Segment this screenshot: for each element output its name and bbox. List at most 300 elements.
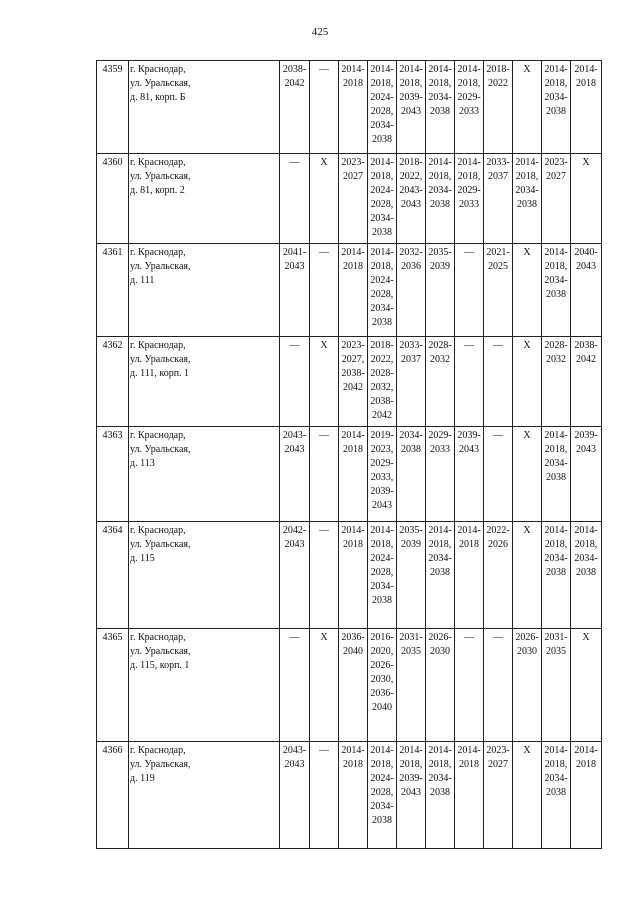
- period-line: 2018: [343, 261, 363, 272]
- period-line: 2018-: [399, 157, 423, 168]
- period-cell: [280, 742, 310, 849]
- period-line: 2014-: [574, 525, 598, 536]
- period-cell: [310, 244, 339, 337]
- period-line: 2035: [546, 646, 566, 657]
- period-line: 2028,: [370, 289, 394, 300]
- period-line: 2018,: [370, 171, 394, 182]
- period-line: 2014-: [399, 745, 423, 756]
- period-cell: [542, 629, 571, 742]
- period-line: 2027: [488, 759, 508, 770]
- period-cell: [426, 522, 455, 629]
- address-line: ул. Уральская,: [130, 646, 191, 657]
- period-line: 2038: [430, 787, 450, 798]
- period-line: 2042: [343, 382, 363, 393]
- period-cell: [455, 427, 484, 522]
- period-cell: [397, 629, 426, 742]
- period-line: 2032: [546, 354, 566, 365]
- period-line: 2018: [576, 78, 596, 89]
- period-line: 2033: [459, 106, 479, 117]
- period-line: 2014-: [428, 64, 452, 75]
- period-cell: [455, 61, 484, 154]
- row-number: 4361: [97, 244, 129, 337]
- period-line: 2038: [372, 134, 392, 145]
- address-line: ул. Уральская,: [130, 444, 191, 455]
- period-cell: [455, 154, 484, 244]
- period-line: —: [493, 340, 503, 351]
- period-line: 2043-: [282, 430, 307, 441]
- period-cell: [455, 629, 484, 742]
- period-line: —: [319, 247, 329, 258]
- period-line: 2037: [488, 171, 508, 182]
- period-line: 2038-: [370, 396, 394, 407]
- period-line: 2028-: [428, 340, 452, 351]
- period-line: 2014-: [370, 157, 394, 168]
- period-cell: [513, 154, 542, 244]
- period-line: X: [523, 525, 531, 536]
- period-line: 2037: [401, 354, 421, 365]
- period-line: 2033: [430, 444, 450, 455]
- period-cell: [426, 337, 455, 427]
- address-line: г. Краснодар,: [130, 525, 186, 536]
- period-line: 2043: [576, 444, 596, 455]
- period-line: 2038: [517, 199, 537, 210]
- period-cell: [368, 244, 397, 337]
- period-line: 2043: [284, 444, 305, 455]
- address-cell: [129, 427, 280, 522]
- period-line: 2033: [459, 199, 479, 210]
- period-cell: [484, 629, 513, 742]
- period-cell: [571, 154, 602, 244]
- period-cell: [513, 61, 542, 154]
- period-line: 2039: [401, 539, 421, 550]
- period-line: 2043: [372, 500, 392, 511]
- period-line: 2036-: [370, 688, 394, 699]
- period-line: 2040: [343, 646, 363, 657]
- period-line: 2028,: [370, 787, 394, 798]
- period-line: 2038: [430, 567, 450, 578]
- address-cell: [129, 337, 280, 427]
- period-cell: [426, 629, 455, 742]
- period-cell: [280, 427, 310, 522]
- table-row: [97, 337, 602, 427]
- period-line: 2018: [343, 78, 363, 89]
- period-line: 2014-: [544, 430, 568, 441]
- period-line: 2024-: [370, 92, 394, 103]
- period-cell: [455, 742, 484, 849]
- period-line: 2029-: [370, 458, 394, 469]
- period-line: 2014-: [574, 745, 598, 756]
- period-cell: [513, 337, 542, 427]
- period-line: 2042-: [282, 525, 307, 536]
- period-line: X: [523, 430, 531, 441]
- period-line: 2039-: [574, 430, 598, 441]
- address-cell: [129, 244, 280, 337]
- period-cell: [280, 61, 310, 154]
- period-line: 2014-: [341, 525, 365, 536]
- period-line: 2041-: [282, 247, 307, 258]
- period-line: 2023-: [341, 340, 365, 351]
- period-cell: [310, 522, 339, 629]
- period-line: 2020,: [370, 646, 394, 657]
- period-line: 2018,: [544, 261, 568, 272]
- period-line: 2014-: [515, 157, 539, 168]
- period-line: 2034-: [370, 120, 394, 131]
- address-line: г. Краснодар,: [130, 632, 186, 643]
- address-line: г. Краснодар,: [130, 64, 186, 75]
- period-line: 2043: [284, 539, 305, 550]
- period-line: 2030: [430, 646, 450, 657]
- period-line: 2026-: [370, 660, 394, 671]
- period-cell: [455, 244, 484, 337]
- period-line: 2038: [546, 472, 566, 483]
- table-row: [97, 742, 602, 849]
- period-line: 2043: [401, 787, 421, 798]
- period-line: 2043: [401, 199, 421, 210]
- period-line: 2028,: [370, 567, 394, 578]
- period-line: 2024-: [370, 185, 394, 196]
- period-line: 2031-: [399, 632, 423, 643]
- table-row: [97, 427, 602, 522]
- address-line: д. 115, корп. 1: [130, 660, 190, 671]
- period-cell: [542, 427, 571, 522]
- period-line: 2040: [372, 702, 392, 713]
- period-line: X: [582, 157, 590, 168]
- table-row: [97, 244, 602, 337]
- period-cell: [513, 629, 542, 742]
- period-line: 2034-: [428, 553, 452, 564]
- period-cell: [280, 629, 310, 742]
- period-line: 2016-: [370, 632, 394, 643]
- period-line: 2018,: [428, 171, 452, 182]
- period-line: —: [289, 157, 300, 168]
- period-line: 2035: [401, 646, 421, 657]
- period-cell: [397, 742, 426, 849]
- period-cell: [484, 244, 513, 337]
- address-line: д. 113: [130, 458, 155, 469]
- period-line: —: [319, 525, 329, 536]
- period-cell: [339, 629, 368, 742]
- period-line: 2030,: [370, 674, 394, 685]
- row-number: 4360: [97, 154, 129, 244]
- row-number: 4364: [97, 522, 129, 629]
- period-line: 2014-: [457, 525, 481, 536]
- period-cell: [310, 629, 339, 742]
- address-line: ул. Уральская,: [130, 261, 191, 272]
- period-line: 2022: [488, 78, 508, 89]
- period-cell: [571, 522, 602, 629]
- period-line: 2034-: [544, 92, 568, 103]
- period-line: 2026: [488, 539, 508, 550]
- table-row: [97, 629, 602, 742]
- address-cell: [129, 629, 280, 742]
- period-line: 2018,: [515, 171, 539, 182]
- period-cell: [339, 742, 368, 849]
- period-line: 2036-: [341, 632, 365, 643]
- period-cell: [368, 61, 397, 154]
- period-line: 2034-: [544, 553, 568, 564]
- period-cell: [542, 244, 571, 337]
- period-line: 2029-: [457, 92, 481, 103]
- period-line: 2034-: [428, 773, 452, 784]
- period-cell: [484, 154, 513, 244]
- period-line: 2038: [372, 317, 392, 328]
- period-line: 2033-: [399, 340, 423, 351]
- period-cell: [339, 61, 368, 154]
- schedule-table-body: [97, 61, 602, 849]
- period-line: 2014-: [370, 745, 394, 756]
- period-line: 2033,: [370, 472, 394, 483]
- period-line: 2034-: [428, 92, 452, 103]
- period-line: 2022,: [399, 171, 423, 182]
- period-line: 2028,: [370, 199, 394, 210]
- address-line: г. Краснодар,: [130, 430, 186, 441]
- period-line: 2038: [546, 106, 566, 117]
- period-cell: [513, 522, 542, 629]
- period-line: 2023-: [544, 157, 568, 168]
- period-cell: [571, 61, 602, 154]
- period-cell: [397, 522, 426, 629]
- period-cell: [310, 61, 339, 154]
- period-cell: [368, 742, 397, 849]
- period-line: 2028,: [370, 106, 394, 117]
- period-line: 2027,: [341, 354, 365, 365]
- period-line: 2024-: [370, 553, 394, 564]
- period-line: 2024-: [370, 275, 394, 286]
- period-cell: [426, 154, 455, 244]
- period-line: 2014-: [370, 64, 394, 75]
- period-line: 2032: [430, 354, 450, 365]
- period-cell: [397, 154, 426, 244]
- period-cell: [542, 742, 571, 849]
- period-cell: [280, 154, 310, 244]
- period-line: 2018: [576, 759, 596, 770]
- period-line: 2029-: [457, 185, 481, 196]
- period-cell: [455, 337, 484, 427]
- period-line: 2027: [343, 171, 363, 182]
- period-line: X: [320, 632, 328, 643]
- period-cell: [368, 427, 397, 522]
- address-line: ул. Уральская,: [130, 759, 191, 770]
- period-cell: [368, 337, 397, 427]
- period-cell: [513, 427, 542, 522]
- period-line: 2018,: [574, 539, 598, 550]
- period-line: 2018,: [544, 78, 568, 89]
- period-cell: [397, 244, 426, 337]
- period-line: 2023-: [486, 745, 510, 756]
- period-line: —: [493, 632, 503, 643]
- address-line: ул. Уральская,: [130, 78, 191, 89]
- address-cell: [129, 522, 280, 629]
- period-line: 2014-: [370, 525, 394, 536]
- period-cell: [484, 337, 513, 427]
- period-line: 2038: [576, 567, 596, 578]
- table-row: [97, 61, 602, 154]
- period-line: —: [464, 247, 474, 258]
- period-line: 2014-: [341, 430, 365, 441]
- period-line: 2034-: [428, 185, 452, 196]
- period-cell: [339, 427, 368, 522]
- period-cell: [542, 61, 571, 154]
- period-line: X: [523, 247, 531, 258]
- period-cell: [484, 61, 513, 154]
- period-line: 2042: [576, 354, 596, 365]
- period-line: 2014-: [399, 64, 423, 75]
- period-line: 2034-: [370, 581, 394, 592]
- period-line: 2034-: [399, 430, 423, 441]
- period-line: —: [289, 340, 300, 351]
- period-cell: [571, 742, 602, 849]
- period-line: 2023,: [370, 444, 394, 455]
- period-line: —: [493, 430, 503, 441]
- period-line: 2018,: [457, 171, 481, 182]
- period-line: 2034-: [544, 275, 568, 286]
- period-line: 2018: [343, 759, 363, 770]
- period-cell: [397, 337, 426, 427]
- period-line: 2014-: [341, 247, 365, 258]
- period-line: 2014-: [341, 64, 365, 75]
- period-line: X: [320, 340, 328, 351]
- period-line: 2043-: [399, 185, 423, 196]
- period-line: 2038-: [341, 368, 365, 379]
- period-line: 2018,: [428, 759, 452, 770]
- period-line: 2038: [401, 444, 421, 455]
- period-line: 2032,: [370, 382, 394, 393]
- period-line: 2022,: [370, 354, 394, 365]
- address-line: д. 111: [130, 275, 155, 286]
- period-line: 2018,: [370, 539, 394, 550]
- period-line: 2040-: [574, 247, 598, 258]
- period-line: X: [582, 632, 590, 643]
- period-cell: [310, 427, 339, 522]
- address-line: ул. Уральская,: [130, 171, 191, 182]
- period-cell: [513, 244, 542, 337]
- period-line: 2038: [546, 289, 566, 300]
- period-line: 2022-: [486, 525, 510, 536]
- period-line: 2039-: [399, 92, 423, 103]
- period-line: 2018,: [399, 759, 423, 770]
- period-cell: [484, 742, 513, 849]
- period-cell: [571, 629, 602, 742]
- period-line: 2014-: [544, 247, 568, 258]
- period-cell: [339, 522, 368, 629]
- row-number: 4365: [97, 629, 129, 742]
- period-cell: [426, 427, 455, 522]
- period-line: 2018,: [428, 539, 452, 550]
- schedule-table: [96, 60, 602, 849]
- period-line: 2043: [284, 759, 305, 770]
- period-line: 2034-: [574, 553, 598, 564]
- period-line: 2018,: [370, 78, 394, 89]
- period-cell: [339, 337, 368, 427]
- period-line: X: [523, 64, 531, 75]
- period-line: 2014-: [457, 64, 481, 75]
- address-line: д. 119: [130, 773, 155, 784]
- period-line: 2038-: [574, 340, 598, 351]
- period-cell: [426, 61, 455, 154]
- period-line: 2018: [343, 444, 363, 455]
- period-cell: [571, 427, 602, 522]
- period-cell: [426, 244, 455, 337]
- period-line: —: [319, 745, 329, 756]
- period-line: 2024-: [370, 773, 394, 784]
- period-line: —: [289, 632, 300, 643]
- address-line: ул. Уральская,: [130, 354, 191, 365]
- address-line: г. Краснодар,: [130, 157, 186, 168]
- period-line: —: [464, 340, 474, 351]
- period-cell: [368, 629, 397, 742]
- period-line: 2025: [488, 261, 508, 272]
- period-line: 2035-: [428, 247, 452, 258]
- period-line: 2014-: [544, 64, 568, 75]
- period-line: X: [320, 157, 328, 168]
- period-line: 2018,: [544, 539, 568, 550]
- address-line: г. Краснодар,: [130, 340, 186, 351]
- period-line: 2026-: [428, 632, 452, 643]
- period-line: 2038: [430, 199, 450, 210]
- period-line: 2034-: [544, 458, 568, 469]
- period-line: 2038: [372, 227, 392, 238]
- period-line: 2014-: [457, 157, 481, 168]
- period-line: 2038-: [282, 64, 307, 75]
- period-line: 2018,: [399, 78, 423, 89]
- period-line: 2014-: [544, 745, 568, 756]
- period-line: 2021-: [486, 247, 510, 258]
- period-line: 2039-: [370, 486, 394, 497]
- period-line: 2036: [401, 261, 421, 272]
- period-cell: [339, 154, 368, 244]
- period-cell: [280, 337, 310, 427]
- period-line: —: [464, 632, 474, 643]
- period-cell: [542, 337, 571, 427]
- period-line: 2043: [459, 444, 479, 455]
- period-line: 2018,: [457, 78, 481, 89]
- period-line: 2031-: [544, 632, 568, 643]
- address-line: д. 81, корп. Б: [130, 92, 186, 103]
- period-line: 2043-: [282, 745, 307, 756]
- period-line: 2039-: [399, 773, 423, 784]
- page-number: 425: [311, 26, 329, 38]
- period-line: 2019-: [370, 430, 394, 441]
- address-line: г. Краснодар,: [130, 247, 186, 258]
- period-line: 2039-: [457, 430, 481, 441]
- period-line: 2018: [459, 759, 479, 770]
- period-cell: [397, 61, 426, 154]
- address-line: ул. Уральская,: [130, 539, 191, 550]
- period-cell: [513, 742, 542, 849]
- period-line: 2018: [459, 539, 479, 550]
- table-row: [97, 154, 602, 244]
- period-line: 2034-: [370, 213, 394, 224]
- address-line: д. 111, корп. 1: [130, 368, 190, 379]
- period-line: 2018: [343, 539, 363, 550]
- row-number: 4363: [97, 427, 129, 522]
- period-cell: [542, 522, 571, 629]
- period-line: —: [319, 64, 329, 75]
- period-cell: [484, 522, 513, 629]
- period-cell: [571, 337, 602, 427]
- period-line: 2018,: [544, 444, 568, 455]
- row-number: 4362: [97, 337, 129, 427]
- period-line: 2042: [284, 78, 305, 89]
- period-line: 2038: [546, 787, 566, 798]
- period-line: 2014-: [428, 745, 452, 756]
- period-line: 2014-: [370, 247, 394, 258]
- address-line: д. 115: [130, 553, 155, 564]
- period-line: 2043: [401, 106, 421, 117]
- period-cell: [280, 522, 310, 629]
- row-number: 4359: [97, 61, 129, 154]
- row-number: 4366: [97, 742, 129, 849]
